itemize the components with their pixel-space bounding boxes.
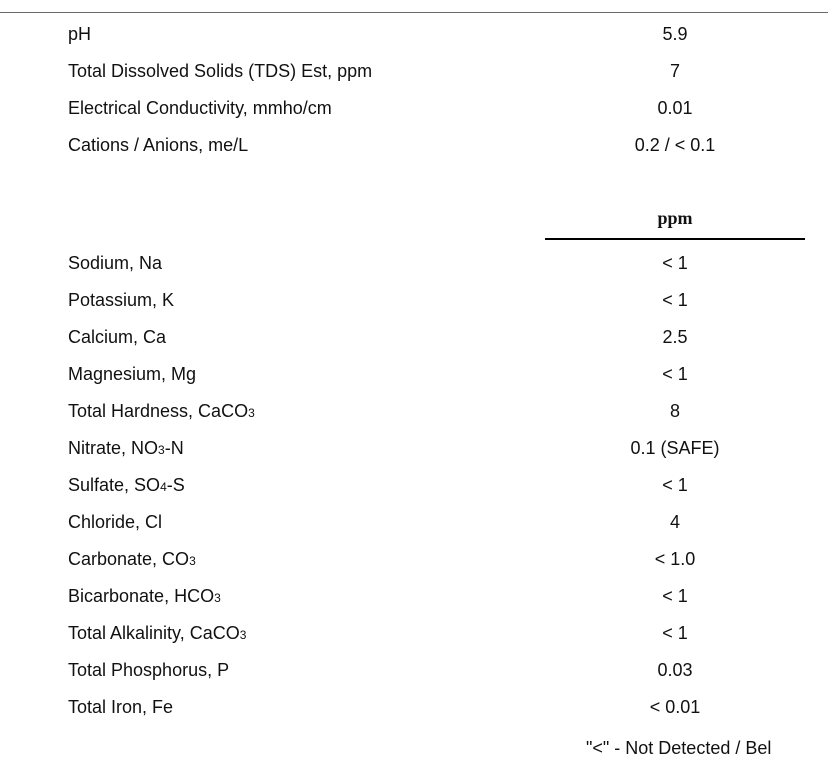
row-value: 0.1 (SAFE) — [630, 438, 720, 458]
row-label: Total Iron, Fe — [68, 697, 174, 717]
row-label: Total Phosphorus, P — [68, 660, 230, 680]
analyte-row — [0, 358, 828, 390]
row-value: 0.01 — [657, 98, 693, 118]
analyte-row — [0, 469, 828, 501]
row-label: Total Alkalinity, CaCO3 — [68, 623, 247, 643]
summary-row-cations-anions — [0, 129, 828, 161]
row-label: Potassium, K — [68, 290, 175, 310]
analyte-row — [0, 247, 828, 279]
row-value: 2.5 — [662, 327, 688, 347]
row-value: < 1 — [662, 586, 688, 606]
row-value: 4 — [669, 512, 680, 532]
analyte-row — [0, 506, 828, 538]
row-label: Carbonate, CO3 — [68, 549, 196, 569]
analyte-row — [0, 284, 828, 316]
row-value: < 1 — [662, 290, 688, 310]
row-label: Calcium, Ca — [68, 327, 167, 347]
row-value: < 1 — [662, 475, 688, 495]
analyte-row — [0, 580, 828, 612]
row-value: < 0.01 — [649, 697, 701, 717]
analyte-row — [0, 543, 828, 575]
summary-row-tds — [0, 55, 828, 87]
row-label: Bicarbonate, HCO3 — [68, 586, 221, 606]
unit-header: ppm — [657, 208, 693, 228]
row-value: < 1 — [662, 623, 688, 643]
row-value: < 1 — [662, 364, 688, 384]
row-label: Nitrate, NO3-N — [68, 438, 184, 458]
row-label: Chloride, Cl — [68, 512, 163, 532]
row-value: 0.2 / < 0.1 — [634, 135, 716, 155]
row-label: Electrical Conductivity, mmho/cm — [68, 98, 332, 118]
footnote: "<" - Not Detected / Bel — [586, 738, 772, 758]
row-value: 5.9 — [662, 24, 688, 44]
summary-row-conductivity — [0, 92, 828, 124]
analyte-row — [0, 321, 828, 353]
analyte-row — [0, 654, 828, 686]
row-value: 8 — [669, 401, 680, 421]
row-label: Total Dissolved Solids (TDS) Est, ppm — [68, 61, 373, 81]
top-divider — [0, 12, 828, 13]
row-label: Magnesium, Mg — [68, 364, 197, 384]
analyte-row — [0, 617, 828, 649]
row-value: < 1.0 — [654, 549, 696, 569]
row-value: 0.03 — [657, 660, 693, 680]
row-value: 7 — [669, 61, 680, 81]
summary-row-ph — [0, 18, 828, 50]
row-label: pH — [68, 24, 92, 44]
analyte-row — [0, 691, 828, 723]
row-label: Cations / Anions, me/L — [68, 135, 249, 155]
analyte-row — [0, 432, 828, 464]
analyte-row — [0, 395, 828, 427]
row-label: Sulfate, SO4-S — [68, 475, 185, 495]
unit-header-underline — [545, 238, 805, 240]
row-label: Total Hardness, CaCO3 — [68, 401, 255, 421]
row-label: Sodium, Na — [68, 253, 163, 273]
row-value: < 1 — [662, 253, 688, 273]
